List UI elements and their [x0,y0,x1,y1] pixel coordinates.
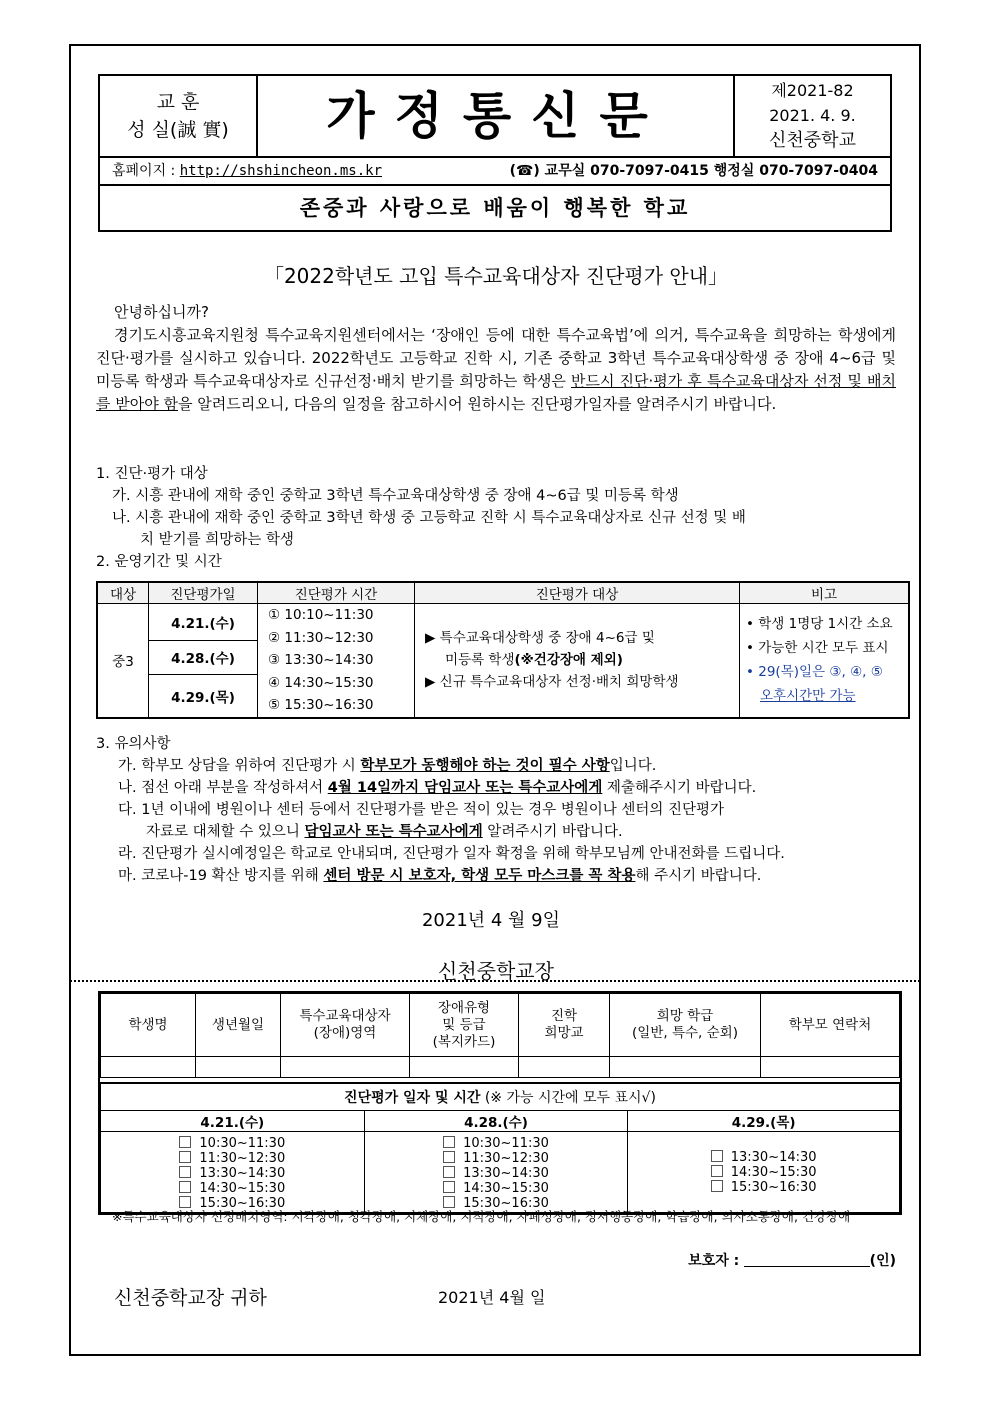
slot-option[interactable]: 10:30~11:30 [179,1136,285,1151]
checkbox-icon[interactable] [179,1166,191,1178]
day-header: 4.28.(수) [364,1111,628,1132]
slot-option[interactable]: 15:30~16:30 [179,1196,285,1211]
time-slot: ⑤ 15:30~16:30 [268,697,374,713]
section-heading: 3. 유의사항 [96,736,171,752]
date-cell: 4.28.(수) [149,640,258,675]
note-emphasis: 학부모가 동행해야 하는 것이 필수 사항 [360,758,610,774]
time-slot: ② 11:30~12:30 [268,629,374,646]
list-item: 나. 시흥 관내에 재학 중인 중학교 3학년 학생 중 고등학교 진학 시 특수교육대상자로 신규 선정 및 배 [112,510,746,526]
document-title: 「2022학년도 고입 특수교육대상자 진단평가 안내」 [263,264,729,288]
student-name-field[interactable] [101,1057,196,1078]
note-text: 마. 코로나-19 확산 방지를 위해 [118,868,324,884]
target-text: 미등록 학생 [445,652,515,669]
homepage [112,158,382,184]
intro-emphasis: 반드시 진단·평가 후 특수교육대상자 선정 및 배치를 받아야 함 [96,372,896,413]
birth-date-field[interactable] [196,1057,281,1078]
motto-label: 교 훈 [156,91,200,113]
note-line: 오후시간만 가능 [760,688,856,705]
slots-day3 [628,1132,900,1213]
checkbox-icon[interactable] [711,1165,723,1177]
note-line: • 29(목)일은 ③, ④, ⑤ [746,664,883,681]
guardian-signature [688,1250,896,1270]
section-targets [96,463,896,573]
column-header: 진단평가일 [149,582,258,604]
section-heading: 1. 진단·평가 대상 [96,466,208,482]
doc-date: 2021. 4. 9. [769,106,856,125]
note-text: 제출해주시기 바랍니다. [602,780,757,796]
form-col-disability: 장애유형 및 등급 (복지카드) [410,994,519,1057]
checkbox-icon[interactable] [443,1136,455,1148]
form-col-birth: 생년월일 [196,994,281,1057]
greeting: 안녕하십니까? [114,303,209,321]
slots-day1 [101,1132,365,1213]
time-slot: ③ 13:30~14:30 [268,652,374,668]
contact-bar [100,156,890,186]
slot-option[interactable]: 14:30~15:30 [443,1181,549,1196]
list-item: 라. 진단평가 실시예정일은 학교로 안내되며, 진단평가 일자 확정을 위해 학부모님께 안내전화를 드립니다. [118,846,785,862]
note-text: 해 주시기 바랍니다. [635,868,762,884]
note-emphasis: 담임교사 또는 특수교사에게 [304,824,483,840]
form-col-student: 학생명 [101,994,196,1057]
checkbox-icon[interactable] [179,1181,191,1193]
slot-option[interactable]: 15:30~16:30 [711,1180,817,1195]
target-cell [415,604,740,718]
cut-line [70,980,920,982]
slot-option[interactable]: 11:30~12:30 [179,1151,285,1166]
section-heading: 2. 운영기간 및 시간 [96,554,222,570]
list-item-continued [96,821,896,843]
target-line: ▶ 특수교육대상학생 중 장애 4~6급 및 [425,630,655,647]
homepage-link[interactable]: http://shshincheon.ms.kr [179,163,383,179]
note-text: 자료로 대체할 수 있으니 [146,824,305,840]
column-header: 비고 [740,582,910,604]
school-motto [100,76,258,156]
doc-meta [733,76,890,156]
intro-body [96,324,896,416]
seal-mark: (인) [869,1253,896,1269]
reply-form [98,991,902,1215]
note-line: • 가능한 시간 모두 표시 [746,640,889,657]
area-field[interactable] [281,1057,410,1078]
homepage-label: 홈페이지 : [112,163,176,179]
note-text: 가. 학부모 상담을 위하여 진단평가 시 [118,758,361,774]
list-item: 가. 시흥 관내에 재학 중인 중학교 3학년 특수교육대상학생 중 장애 4~6급 및 미등록 학생 [112,488,679,504]
target-exception: (※건강장애 제외) [514,652,623,669]
checkbox-icon[interactable] [443,1196,455,1208]
letter-header [98,74,892,232]
intro-text: 경기도시흥교육지원청 특수교육지원센터에서는 ‘장애인 등에 대한 특수교육법’에 의거, 특수교육을 희망하는 학생에게 진단·평가를 실시하고 있습니다. 2022학년도 고등학교 진학 시, 기존 중학교 3학년 특수교육대상학생 중 장애 4~6급 및 미등록 학생과 특수교육대상자로 신규선정·배치 받기를 희망하는 학생은 [96,326,896,390]
checkbox-icon[interactable] [711,1180,723,1192]
day-header: 4.29.(목) [628,1111,900,1132]
contact-field[interactable] [761,1057,900,1078]
list-item [96,777,896,799]
column-header: 진단평가 시간 [258,582,415,604]
target-line [425,649,739,671]
addressee: 신천중학교장 귀하 [114,1287,267,1309]
checkbox-icon[interactable] [711,1150,723,1162]
time-slot: ① 10:10~11:30 [268,607,374,623]
slot-option[interactable]: 11:30~12:30 [443,1151,549,1166]
slots-day2 [364,1132,628,1213]
guardian-label: 보호자 : [688,1253,740,1269]
note-emphasis: 센터 방문 시 보호자, 학생 모두 마스크를 꼭 착용 [323,868,636,884]
list-item [96,865,896,887]
checkbox-icon[interactable] [179,1196,191,1208]
note-text: 알려주시기 바랍니다. [482,824,623,840]
slot-option[interactable]: 10:30~11:30 [443,1136,549,1151]
column-header: 대상 [97,582,149,604]
slot-option[interactable]: 14:30~15:30 [179,1181,285,1196]
intro-text-end: 을 알려드리오니, 다음의 일정을 참고하시어 원하시는 진단평가일자를 알려주시기 바랍니다. [178,395,777,413]
slot-option[interactable]: 13:30~14:30 [711,1150,817,1165]
list-item [96,755,896,777]
slot-option[interactable]: 13:30~14:30 [443,1166,549,1181]
form-col-area: 특수교육대상자 (장애)영역 [281,994,410,1057]
page-title: 가정통신문 [326,87,668,145]
note-line: • 학생 1명당 1시간 소요 [746,616,893,633]
submit-date: 2021년 4월 일 [438,1288,546,1307]
grade-cell: 중3 [97,604,149,718]
select-title: 진단평가 일자 및 시간 [344,1090,481,1106]
column-header: 진단평가 대상 [415,582,740,604]
principal-signature: 신천중학교장 [438,959,554,983]
form-col-school: 진학 희망교 [519,994,610,1057]
form-col-class: 희망 학급 (일반, 특수, 순회) [610,994,761,1057]
guardian-signature-field[interactable] [744,1252,870,1267]
sign-date: 2021년 4 월 9일 [421,910,561,931]
slot-option[interactable]: 13:30~14:30 [179,1166,285,1181]
select-heading [101,1084,900,1111]
school-slogan: 존중과 사랑으로 배움이 행복한 학교 [299,196,691,220]
disability-field[interactable] [410,1057,519,1078]
checkbox-icon[interactable] [443,1181,455,1193]
slot-option[interactable]: 14:30~15:30 [711,1165,817,1180]
schedule-table [96,581,910,719]
note-text: 나. 점선 아래 부분을 작성하셔서 [118,780,328,796]
checkbox-icon[interactable] [443,1151,455,1163]
checkbox-icon[interactable] [179,1136,191,1148]
select-hint: (※ 가능 시간에 모두 표시√) [484,1090,656,1106]
time-slot: ④ 14:30~15:30 [268,674,374,691]
list-item-continued: 치 받기를 희망하는 학생 [140,532,294,548]
form-col-contact: 학부모 연락처 [761,994,900,1057]
checkbox-icon[interactable] [179,1151,191,1163]
note-text: 입니다. [609,758,657,774]
doc-number: 제2021-82 [771,81,854,100]
time-list [258,604,415,718]
school-field[interactable] [519,1057,610,1078]
date-cell: 4.29.(목) [149,675,258,718]
checkbox-icon[interactable] [443,1166,455,1178]
class-field[interactable] [610,1057,761,1078]
day-header: 4.21.(수) [101,1111,365,1132]
area-footnote: ※특수교육대상자 선정배치영역: 시각장애, 청각장애, 지체장애, 지적장애, 자폐성장애, 정서행동장애, 학습장애, 의사소통장애, 건강장애 [112,1209,851,1224]
list-item: 다. 1년 이내에 병원이나 센터 등에서 진단평가를 받은 적이 있는 경우 병원이나 센터의 진단평가 [118,802,725,818]
intro-paragraph [96,301,896,416]
motto-text: 성 실(誠 實) [127,119,229,141]
note-emphasis: 4월 14일까지 담임교사 또는 특수교사에게 [327,780,603,796]
section-notes [96,733,896,887]
target-line: ▶ 신규 특수교육대상자 선정·배치 희망학생 [425,674,679,691]
phone-numbers: (☎) 교무실 070-7097-0415 행정실 070-7097-0404 [509,163,878,179]
slot-option[interactable]: 15:30~16:30 [443,1196,549,1211]
note-cell [740,604,910,718]
date-cell: 4.21.(수) [149,604,258,641]
school-name: 신천중학교 [769,130,856,151]
